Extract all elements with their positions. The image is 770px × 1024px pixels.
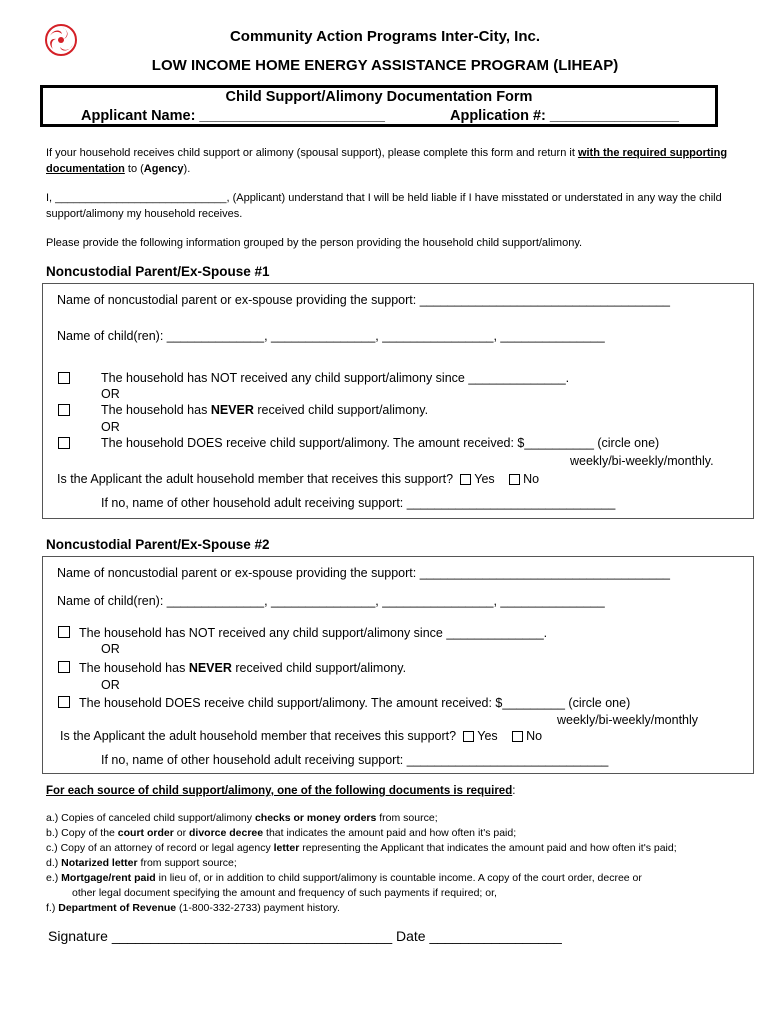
no-checkbox[interactable] — [512, 731, 523, 742]
item-text: in lieu of, or in addition to child support/alimony is countable income. A copy of the court order, decree or — [155, 872, 642, 884]
item-text: a.) Copies of canceled child support/alimony — [46, 812, 255, 824]
item-bold: Mortgage/rent paid — [61, 872, 156, 884]
option-2-text: The household has — [79, 661, 189, 675]
item-bold: Notarized letter — [61, 857, 138, 869]
instructions: Please provide the following information grouped by the person providing the household child support/alimony. — [46, 237, 583, 249]
document-item-a — [46, 811, 438, 826]
section-2-frequency: weekly/bi-weekly/monthly — [557, 713, 699, 727]
applicant-name-field[interactable]: Applicant Name: _______________________ — [81, 108, 385, 124]
section-2-option-2-checkbox[interactable] — [58, 661, 70, 673]
section-2-or-1: OR — [101, 642, 120, 656]
item-bold: checks or money orders — [254, 812, 377, 824]
no-label: No — [523, 472, 540, 486]
section-1-option-1-checkbox[interactable] — [58, 372, 70, 384]
item-bold: Department of Revenue — [58, 902, 177, 914]
document-item-c — [46, 841, 677, 856]
item-text: b.) Copy of the — [46, 827, 118, 839]
item-text: c.) Copy of an attorney of record or legal agency — [46, 842, 274, 854]
section-1-other-adult[interactable]: If no, name of other household adult receiving support: ______________________________ — [101, 496, 616, 510]
document-item-e — [46, 871, 642, 886]
item-text: f.) — [46, 902, 59, 914]
option-2-never: NEVER — [210, 403, 254, 417]
section-1-children[interactable]: Name of child(ren): ______________, _______________, ________________, _______________ — [57, 329, 605, 343]
section-1-option-2-checkbox[interactable] — [58, 404, 70, 416]
question-text: Is the Applicant the adult household member that receives this support? — [60, 729, 457, 743]
item-text: from support source; — [137, 857, 237, 869]
item-text: or — [173, 827, 189, 839]
signature-date-line[interactable]: Signature ____________________________________ Date _________________ — [48, 928, 562, 944]
section-1-title: Noncustodial Parent/Ex-Spouse #1 — [46, 264, 270, 279]
intro-agency: Agency — [143, 163, 184, 175]
documents-heading — [46, 785, 515, 797]
section-2-or-2: OR — [101, 678, 120, 692]
option-2-text-2: received child support/alimony. — [231, 661, 407, 675]
section-2-option-2 — [79, 661, 406, 675]
section-1-option-1: The household has NOT received any child support/alimony since ______________. — [101, 371, 570, 385]
documents-heading-colon: : — [512, 785, 516, 797]
yes-checkbox[interactable] — [463, 731, 474, 742]
item-text: representing the Applicant that indicates the amount paid and how often it's paid; — [299, 842, 677, 854]
question-text: Is the Applicant the adult household member that receives this support? — [57, 472, 454, 486]
item-bold: court order — [117, 827, 174, 839]
documents-heading-text: For each source of child support/alimony, one of the following documents is required — [46, 785, 513, 797]
section-2-option-1-checkbox[interactable] — [58, 626, 70, 638]
item-bold: letter — [273, 842, 300, 854]
form-title: Child Support/Alimony Documentation Form — [225, 89, 533, 105]
section-2-option-3: The household DOES receive child support/alimony. The amount received: $_________ (circle one) — [79, 696, 631, 710]
section-1-parent-name[interactable]: Name of noncustodial parent or ex-spouse providing the support: ____________________________________ — [57, 293, 670, 307]
section-1-frequency: weekly/bi-weekly/monthly. — [570, 454, 714, 468]
organization-name: Community Action Programs Inter-City, Inc. — [229, 28, 541, 45]
item-text: e.) — [46, 872, 62, 884]
section-1-question — [57, 472, 539, 486]
document-item-d — [46, 856, 237, 871]
yes-checkbox[interactable] — [460, 474, 471, 485]
program-name: LOW INCOME HOME ENERGY ASSISTANCE PROGRAM (LIHEAP) — [151, 57, 619, 74]
option-2-text: The household has — [101, 403, 211, 417]
intro-text-2: to ( — [124, 163, 144, 175]
item-text: that indicates the amount paid and how often it's paid; — [263, 827, 517, 839]
section-1-option-2 — [101, 403, 428, 417]
section-2-question — [60, 729, 542, 743]
section-1-option-3: The household DOES receive child support/alimony. The amount received: $__________ (circle one) — [101, 436, 660, 450]
application-number-field[interactable]: Application #: ________________ — [450, 108, 679, 124]
section-2-title: Noncustodial Parent/Ex-Spouse #2 — [46, 537, 270, 552]
section-2-children[interactable]: Name of child(ren): ______________, _______________, ________________, _______________ — [57, 594, 605, 608]
document-item-f — [46, 901, 340, 916]
option-2-never: NEVER — [188, 661, 232, 675]
section-1-option-3-checkbox[interactable] — [58, 437, 70, 449]
section-1-or-1: OR — [101, 387, 120, 401]
section-2-option-3-checkbox[interactable] — [58, 696, 70, 708]
document-item-b — [46, 826, 516, 841]
intro-text-3: ). — [183, 163, 191, 175]
intro-emphasis: with the required supporting documentation — [46, 147, 728, 175]
section-1-or-2: OR — [101, 420, 120, 434]
yes-label: Yes — [474, 472, 495, 486]
yes-label: Yes — [477, 729, 498, 743]
item-text: d.) — [46, 857, 62, 869]
section-2-option-1: The household has NOT received any child support/alimony since ______________. — [79, 626, 548, 640]
item-bold: divorce decree — [188, 827, 264, 839]
item-text: from source; — [376, 812, 438, 824]
section-2-parent-name[interactable]: Name of noncustodial parent or ex-spouse providing the support: ____________________________________ — [57, 566, 670, 580]
item-text: (1-800-332-2733) payment history. — [176, 902, 340, 914]
intro-text: If your household receives child support or alimony (spousal support), please complete this form and return it — [46, 147, 578, 159]
document-item-e-continued: other legal document specifying the amount and frequency of such payments if required; or, — [72, 887, 497, 899]
section-2-other-adult[interactable]: If no, name of other household adult receiving support: _____________________________ — [101, 753, 609, 767]
no-label: No — [526, 729, 543, 743]
no-checkbox[interactable] — [509, 474, 520, 485]
liability-statement[interactable]: I, ____________________________, (Applicant) understand that I will be held liable if I have misstated or understated in any way the child support/alimony my household receives. — [46, 192, 722, 220]
intro-paragraph — [46, 145, 736, 177]
option-2-text-2: received child support/alimony. — [253, 403, 429, 417]
